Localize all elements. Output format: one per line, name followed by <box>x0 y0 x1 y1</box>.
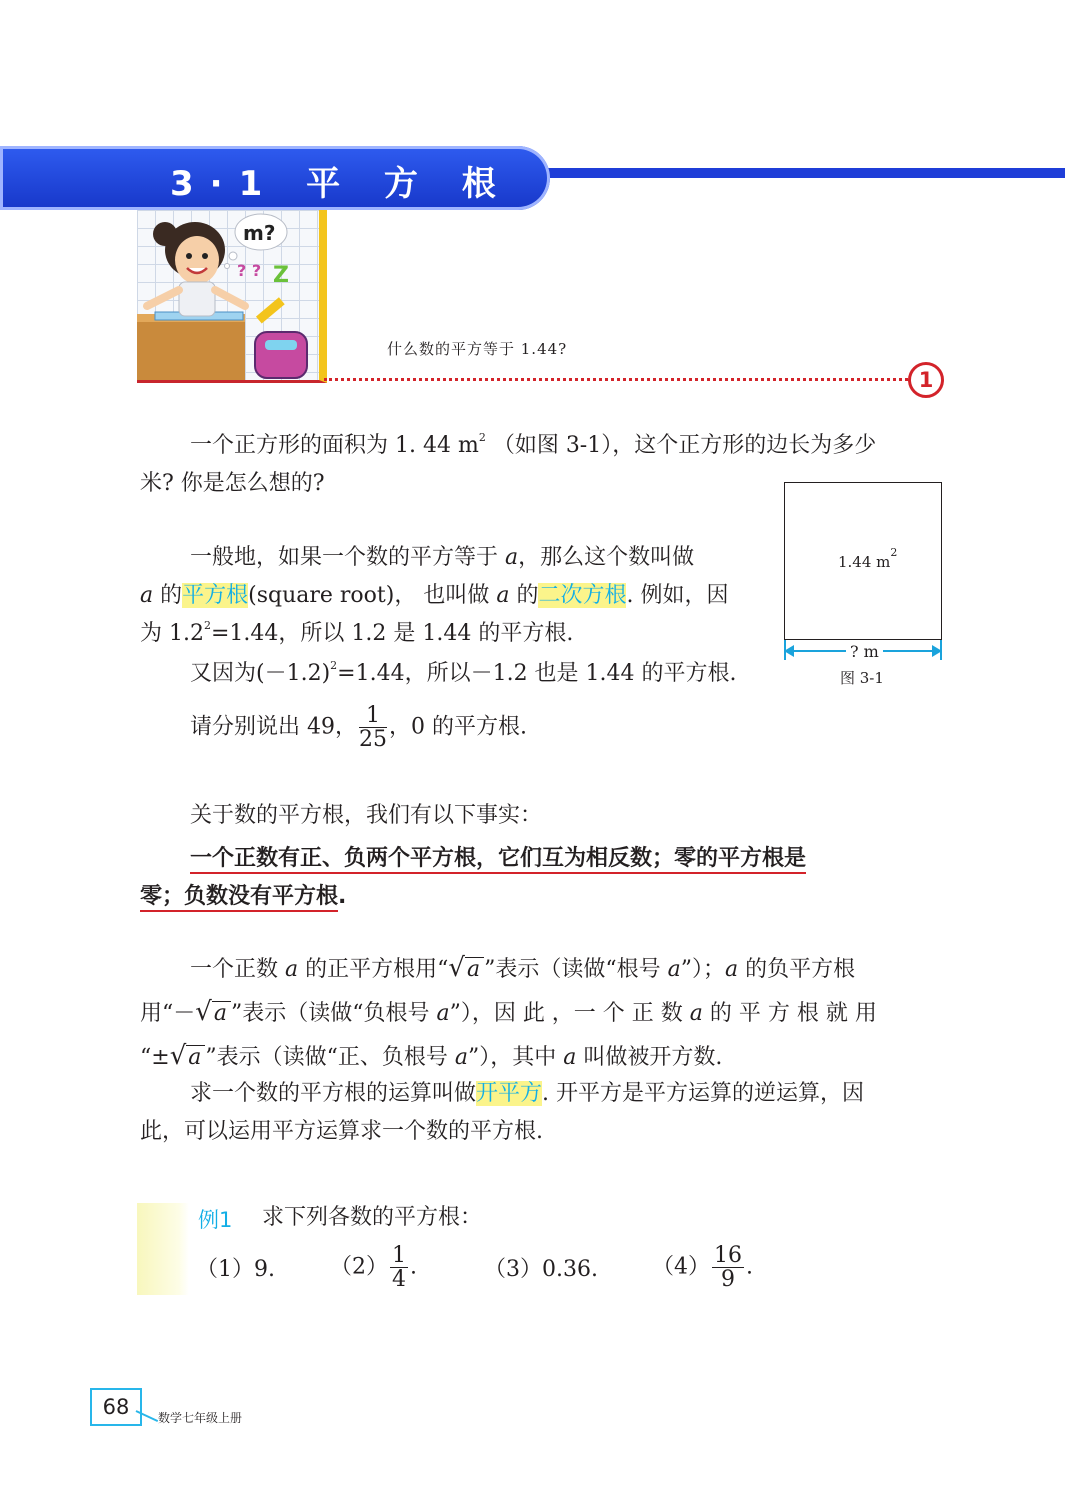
example-item-4: （4） $\frac{16}{9}$ . <box>652 1243 753 1293</box>
example-highlight-bar <box>137 1203 189 1295</box>
example-item-2: （2） $\frac{1}{4}$ . <box>330 1243 417 1293</box>
radical-icon: √ <box>448 953 465 983</box>
book-title: 数学七年级上册 <box>158 1411 243 1425</box>
para1-line2: 米? 你是怎么想的? <box>140 471 325 496</box>
radical-icon: √ <box>169 1041 187 1071</box>
girl-illustration <box>137 210 327 383</box>
figure-caption: 图 3-1 <box>840 669 884 687</box>
backpack <box>255 332 307 378</box>
notation-line5: 此，可以运用平方运算求一个数的平方根. <box>140 1119 543 1144</box>
para2-line2: a 的平方根(square root)， 也叫做 a 的二次方根. 例如，因 <box>140 583 729 608</box>
example-item-1: （1）9. <box>196 1257 275 1282</box>
notation-line2: 用“－√a ”表示（读做“负根号 a”），因 此 ，一 个 正 数 a 的 平 方 根 就 用 <box>140 997 877 1027</box>
pencil <box>256 297 285 323</box>
rule-line1: 一个正数有正、负两个平方根，它们互为相反数；零的平方根是 <box>190 843 806 875</box>
rule-line2: 零；负数没有平方根. <box>140 881 346 913</box>
term-quadratic-root: 二次方根 <box>538 583 627 608</box>
radical-icon: √ <box>195 997 212 1027</box>
fraction-1-4: $\frac{1}{4}$ <box>392 1243 406 1293</box>
fraction-1-25: $\frac{1}{25}$ <box>359 703 387 753</box>
girl-drawing <box>137 210 319 380</box>
para2-line4: 又因为$(-1.2)^2=1.44$，所以－1.2 也是 1.44 的平方根. <box>190 659 737 686</box>
example-prompt: 求下列各数的平方根： <box>262 1205 483 1230</box>
facts-intro: 关于数的平方根，我们有以下事实： <box>190 803 543 828</box>
para2-line1: 一般地，如果一个数的平方等于 a，那么这个数叫做 <box>190 545 695 570</box>
side-length-label: ? m <box>846 642 883 661</box>
term-square-root: 平方根 <box>182 583 249 608</box>
page-number: 68 <box>90 1388 142 1426</box>
notation-line3: “±√a ”表示（读做“正、负根号 a”），其中 a 叫做被开方数. <box>140 1041 723 1071</box>
dotted-divider <box>324 378 908 381</box>
header-rule <box>540 168 1065 178</box>
area-label: 1.44 $m^2$ <box>838 546 898 571</box>
scribble-z: Z <box>273 263 289 288</box>
bubble-text: m? <box>243 221 276 245</box>
para2-line5: 请分别说出 49， $\frac{1}{25}$ ，0 的平方根. <box>190 703 527 753</box>
desk <box>137 318 245 380</box>
example-item-3: （3）0.36. <box>484 1257 598 1282</box>
face <box>175 236 219 284</box>
para1-line1: 一个正方形的面积为 1. 44 $m^2$ （如图 3-1），这个正方形的边长为多少 <box>190 431 877 458</box>
section-title: 3·1 平 方 根 <box>170 164 512 204</box>
example-label: 例1 <box>198 1208 233 1232</box>
term-extract-root: 开平方 <box>476 1081 543 1106</box>
notation-line4: 求一个数的平方根的运算叫做开平方. 开平方是平方运算的逆运算，因 <box>190 1081 865 1106</box>
step-badge: 1 <box>908 362 944 398</box>
notation-line1: 一个正数 a 的正平方根用“√a ”表示（读做“根号 a”）；a 的负平方根 <box>190 953 856 983</box>
scribble-marks: ? ? <box>237 261 262 280</box>
fraction-16-9: $\frac{16}{9}$ <box>714 1243 742 1293</box>
arrow-right-icon <box>932 645 942 657</box>
arrow-left-icon <box>784 645 794 657</box>
intro-question: 什么数的平方等于 1.44? <box>387 340 568 358</box>
para2-line3: 为 $1.2^2=1.44$，所以 1.2 是 1.44 的平方根. <box>140 619 574 646</box>
